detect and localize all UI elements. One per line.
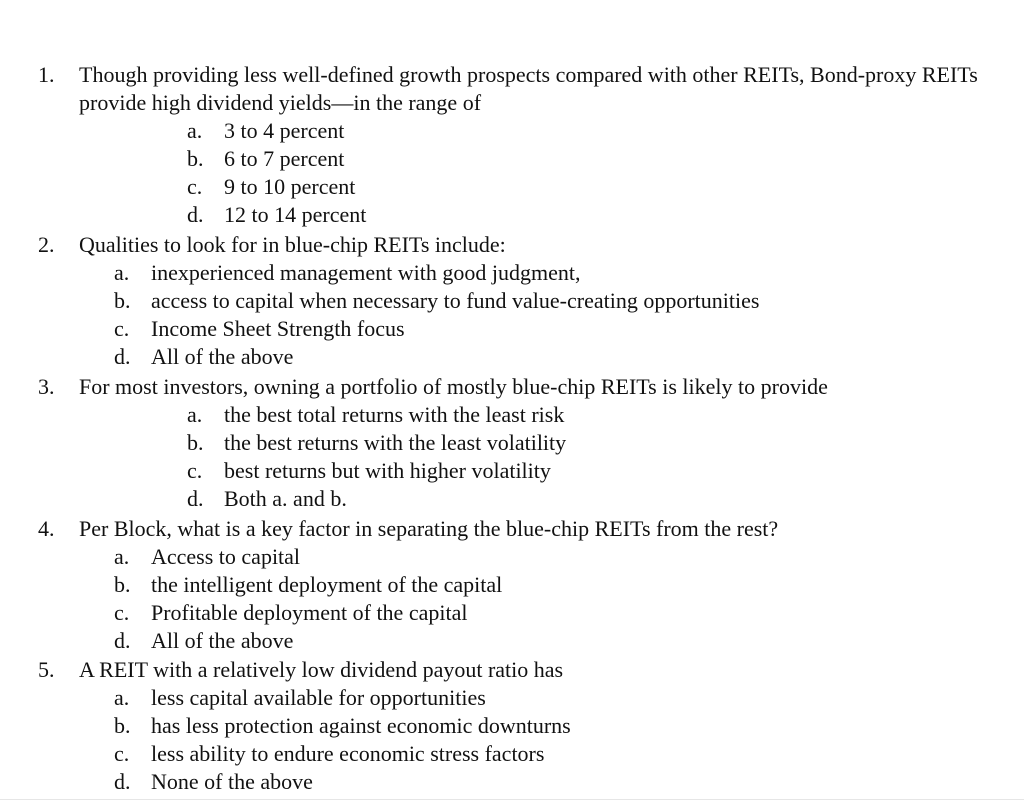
question-stem-row: [38, 231, 998, 259]
option-text: 9 to 10 percent: [224, 174, 356, 199]
option-letter: a.: [114, 544, 130, 569]
option-b: [38, 712, 998, 740]
option-text: inexperienced management with good judgment,: [151, 260, 581, 285]
option-text: Access to capital: [151, 544, 301, 569]
question-stem-row: [38, 373, 998, 401]
option-b: [38, 145, 998, 173]
option-d: [38, 201, 998, 229]
option-text: best returns but with higher volatility: [224, 458, 551, 483]
option-letter: b.: [114, 288, 131, 313]
option-letter: d.: [187, 486, 204, 511]
question-stem: Per Block, what is a key factor in separating the blue-chip REITs from the rest?: [79, 516, 779, 541]
question-number: 4.: [38, 516, 55, 541]
question-number: 5.: [38, 657, 55, 682]
question-1: [38, 61, 998, 229]
question-stem: Though providing less well-defined growth prospects compared with other REITs, Bond-proxy REITs provide high dividend yields—in the range of: [79, 62, 978, 115]
option-letter: b.: [114, 713, 131, 738]
option-letter: a.: [187, 402, 203, 427]
option-text: Income Sheet Strength focus: [151, 316, 405, 341]
option-text: None of the above: [151, 769, 313, 794]
option-d: [38, 485, 998, 513]
question-stem: Qualities to look for in blue-chip REITs include:: [79, 232, 506, 257]
option-list: [38, 684, 998, 796]
option-letter: b.: [187, 146, 204, 171]
option-list: [38, 117, 998, 229]
question-number: 2.: [38, 232, 55, 257]
option-text: less ability to endure economic stress factors: [151, 741, 545, 766]
option-letter: c.: [114, 600, 130, 625]
page-bottom-divider: [0, 799, 1024, 800]
option-list: [38, 401, 998, 513]
question-3: [38, 373, 998, 513]
option-text: 3 to 4 percent: [224, 118, 345, 143]
question-2: [38, 231, 998, 371]
question-5: [38, 656, 998, 796]
option-letter: d.: [114, 344, 131, 369]
option-a: [38, 684, 998, 712]
option-letter: c.: [187, 458, 203, 483]
option-text: has less protection against economic downturns: [151, 713, 571, 738]
option-a: [38, 117, 998, 145]
option-letter: c.: [114, 741, 130, 766]
option-text: All of the above: [151, 628, 294, 653]
option-letter: a.: [114, 260, 130, 285]
question-number: 3.: [38, 374, 55, 399]
option-list: [38, 543, 998, 655]
option-c: [38, 173, 998, 201]
option-letter: d.: [114, 769, 131, 794]
option-text: the best total returns with the least risk: [224, 402, 565, 427]
option-letter: a.: [114, 685, 130, 710]
option-c: [38, 599, 998, 627]
question-stem-row: [38, 656, 998, 684]
option-text: Profitable deployment of the capital: [151, 600, 468, 625]
option-b: [38, 571, 998, 599]
option-d: [38, 768, 998, 796]
option-list: [38, 259, 998, 371]
option-text: the intelligent deployment of the capital: [151, 572, 503, 597]
option-b: [38, 287, 998, 315]
option-letter: a.: [187, 118, 203, 143]
option-letter: b.: [187, 430, 204, 455]
option-text: 12 to 14 percent: [224, 202, 367, 227]
option-letter: b.: [114, 572, 131, 597]
option-a: [38, 543, 998, 571]
option-a: [38, 401, 998, 429]
question-stem: A REIT with a relatively low dividend payout ratio has: [79, 657, 564, 682]
option-text: access to capital when necessary to fund value-creating opportunities: [151, 288, 760, 313]
option-letter: d.: [114, 628, 131, 653]
question-stem-row: [38, 515, 998, 543]
option-d: [38, 343, 998, 371]
option-text: less capital available for opportunities: [151, 685, 486, 710]
option-c: [38, 740, 998, 768]
option-b: [38, 429, 998, 457]
option-text: 6 to 7 percent: [224, 146, 345, 171]
option-a: [38, 259, 998, 287]
option-letter: c.: [114, 316, 130, 341]
option-c: [38, 315, 998, 343]
option-d: [38, 627, 998, 655]
question-number: 1.: [38, 62, 55, 87]
option-letter: c.: [187, 174, 203, 199]
option-text: Both a. and b.: [224, 486, 347, 511]
option-text: the best returns with the least volatility: [224, 430, 567, 455]
question-stem: For most investors, owning a portfolio of mostly blue-chip REITs is likely to provide: [79, 374, 828, 399]
question-4: [38, 515, 998, 655]
option-text: All of the above: [151, 344, 294, 369]
option-letter: d.: [187, 202, 204, 227]
option-c: [38, 457, 998, 485]
question-stem-row: [38, 61, 998, 117]
